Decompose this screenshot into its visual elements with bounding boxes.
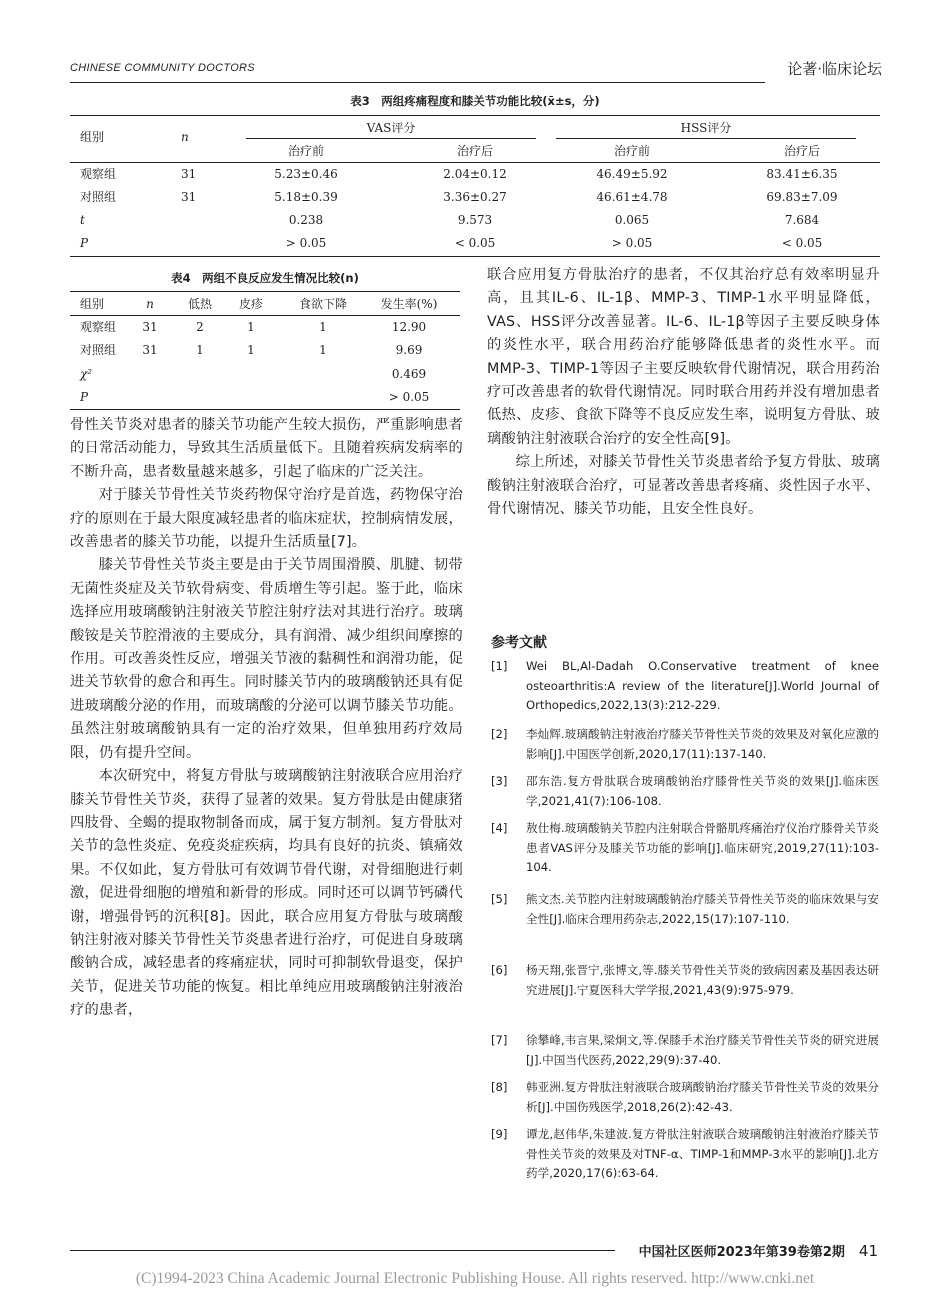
table3-cell-group: 观察组: [80, 167, 117, 181]
body-paragraph: 本次研究中，将复方骨肽与玻璃酸钠注射液联合应用治疗膝关节骨性关节炎，获得了显著的效果。复方骨肽是由健康猪四肢骨、全蝎的提取物制备而成，属于复方制剂。复方骨肽对关节的急性炎症、免疫炎症疾病，均具有良好的抗炎、镇痛效果。不仅如此，复方骨肽可有效调节骨代谢，对骨细胞进行刺激，促进骨细胞的增殖和新骨的形成。同时还可以调节钙磷代谢，增强骨钙的沉积[8]。因此，联合应用复方骨肽与玻璃酸钠注射液对膝关节骨性关节炎患者进行治疗，可促进自身玻璃酸钠合成，减轻患者的疼痛症状，同时可抑制软骨退变，保护关节，促进关节功能的恢复。相比单纯应用玻璃酸钠注射液治疗的患者，: [70, 768, 463, 1019]
table4-cell-appetite: 1: [319, 320, 327, 334]
table4-cell-group: χ²: [80, 367, 93, 381]
reference-item: [491, 819, 879, 878]
table4-bottom-rule: [70, 409, 460, 410]
reference-number: [8]: [491, 1080, 508, 1094]
table3-cell-vas-after: 9.573: [457, 213, 493, 227]
table4-cell-rash: 1: [247, 343, 255, 357]
table3-cell-hss-after: 69.83±7.09: [766, 190, 838, 204]
table3-header-vas: VAS评分: [366, 121, 416, 135]
reference-item: [491, 1031, 879, 1070]
table3-cell-hss-after: 7.684: [784, 213, 820, 227]
table3-cell-group: P: [80, 236, 89, 250]
reference-text: 熊文杰.关节腔内注射玻璃酸钠治疗膝关节骨性关节炎的临床效果与安全性[J].临床合理用药杂志,2022,15(17):107-110.: [526, 892, 879, 926]
table4-cell-n: 31: [142, 343, 158, 357]
reference-number: [2]: [491, 727, 508, 741]
table4-cell-appetite: 1: [319, 343, 327, 357]
reference-number: [3]: [491, 774, 508, 788]
reference-number: [7]: [491, 1033, 508, 1047]
body-paragraph: 对于膝关节骨性关节炎药物保守治疗是首选，药物保守治疗的原则在于最大限度减轻患者的临床症状，控制病情发展，改善患者的膝关节功能，以提升生活质量[7]。: [70, 487, 463, 551]
table4-header-appetite: 食欲下降: [298, 297, 347, 311]
table4-cell-rate: 9.69: [395, 343, 423, 357]
reference-text: 敖仕梅.玻璃酸钠关节腔内注射联合骨骼肌疼痛治疗仪治疗膝骨关节炎患者VAS评分及膝关节功能的影响[J].临床研究,2019,27(11):103-104.: [526, 821, 879, 875]
reference-number: [6]: [491, 963, 508, 977]
reference-item: [491, 725, 879, 764]
table4-cell-group: 观察组: [80, 320, 117, 334]
reference-number: [5]: [491, 892, 508, 906]
table3-cell-hss-before: 46.61±4.78: [596, 190, 668, 204]
reference-text: 邵东浩.复方骨肽联合玻璃酸钠治疗膝骨性关节炎的效果[J].临床医学,2021,41(7):106-108.: [526, 774, 879, 808]
table3-header-vas-after: 治疗后: [456, 144, 493, 158]
table4-cell-rate: 0.469: [391, 367, 427, 381]
reference-item: [491, 1125, 879, 1184]
table4-cell-rash: 1: [247, 320, 255, 334]
table3-cell-hss-before: > 0.05: [611, 236, 653, 250]
table3-header-vas-before: 治疗前: [287, 144, 324, 158]
reference-text: 杨天翔,张晋宁,张博文,等.膝关节骨性关节炎的致病因素及基因表达研究进展[J].宁夏医科大学学报,2021,43(9):975-979.: [526, 963, 879, 997]
body-paragraph: 综上所述，对膝关节骨性关节炎患者给予复方骨肽、玻璃酸钠注射液联合治疗，可显著改善患者疼痛、炎性因子水平、骨代谢情况、膝关节功能，且安全性良好。: [487, 454, 880, 518]
table3-mid-rule: [70, 162, 880, 163]
table3-header-n: n: [181, 130, 189, 144]
table3-header-hss-after: 治疗后: [783, 144, 820, 158]
table3-cell-hss-before: 0.065: [614, 213, 650, 227]
table4-header-rate: 发生率(%): [380, 297, 438, 311]
table3-cell-vas-before: 5.23±0.46: [274, 167, 338, 181]
table4-cell-group: P: [80, 390, 89, 404]
reference-number: [1]: [491, 659, 508, 673]
table3-header-group: 组别: [80, 130, 105, 144]
reference-text: 徐攀峰,韦言果,梁炯文,等.保膝手术治疗膝关节骨性关节炎的研究进展[J].中国当代医药,2022,29(9):37-40.: [526, 1033, 879, 1067]
footer: [639, 1241, 878, 1260]
journal-name-header: CHINESE COMMUNITY DOCTORS: [70, 62, 255, 74]
table4-cell-fever: 1: [196, 343, 204, 357]
references-heading: 参考文献: [491, 635, 547, 651]
table3-cell-vas-after: 2.04±0.12: [443, 167, 507, 181]
table3-header-hss: HSS评分: [680, 121, 732, 135]
table4-caption: 表4 两组不良反应发生情况比较(n): [171, 271, 359, 285]
reference-item: [491, 772, 879, 811]
body-paragraph: 联合应用复方骨肽治疗的患者，不仅其治疗总有效率明显升高，且其IL-6、IL-1β、MMP-3、TIMP-1水平明显降低，VAS、HSS评分改善显著。IL-6、IL-1β等因子主要反映身体的炎性水平，联合用药治疗能够降低患者的炎性水平。而MMP-3、TIMP-1等因子主要反映软骨代谢情况，联合用药治疗可改善患者的软骨代谢情况。同时联合用药并没有增加患者低热、皮疹、食欲下降等不良反应发生率，说明复方骨肽、玻璃酸钠注射液联合治疗的安全性高[9]。: [487, 267, 880, 447]
reference-text: 谭龙,赵伟华,朱建波.复方骨肽注射液联合玻璃酸钠注射液治疗膝关节骨性关节炎的效果及对TNF-α、TIMP-1和MMP-3水平的影响[J].北方药学,2020,17(6):63-64.: [526, 1127, 879, 1181]
table4-mid-rule: [70, 315, 460, 316]
reference-number: [4]: [491, 821, 508, 835]
right-column-body: [487, 264, 880, 521]
reference-text: 李灿辉.玻璃酸钠注射液治疗膝关节骨性关节炎的效果及对氧化应激的影响[J].中国医学创新,2020,17(11):137-140.: [526, 727, 879, 761]
table4-header-fever: 低热: [187, 297, 212, 311]
table3-caption: 表3 两组疼痛程度和膝关节功能比较(x̄±s，分): [350, 94, 600, 108]
reference-text: 韩亚洲.复方骨肽注射液联合玻璃酸钠治疗膝关节骨性关节炎的效果分析[J].中国伤残医学,2018,26(2):42-43.: [526, 1080, 879, 1114]
table3-cell-vas-before: > 0.05: [285, 236, 327, 250]
table4-cell-fever: 2: [196, 320, 204, 334]
table3-hss-rule: [556, 138, 856, 139]
table3-cell-vas-after: < 0.05: [454, 236, 496, 250]
left-column-body: [70, 414, 463, 1023]
table4-cell-n: 31: [142, 320, 158, 334]
table4-top-rule: [70, 291, 460, 292]
footer-rule: [70, 1250, 615, 1251]
reference-item: [491, 961, 879, 1000]
reference-item: [491, 890, 879, 929]
table4-header-rash: 皮疹: [238, 297, 263, 311]
reference-item: [491, 1078, 879, 1117]
table3-cell-hss-after: < 0.05: [781, 236, 823, 250]
header-rule: [70, 82, 765, 83]
body-paragraph: 骨性关节炎对患者的膝关节功能产生较大损伤，严重影响患者的日常活动能力，导致其生活质量低下。且随着疾病发病率的不断升高，患者数量越来越多，引起了临床的广泛关注。: [70, 417, 463, 480]
table4-cell-rate: > 0.05: [388, 390, 430, 404]
table3-cell-vas-before: 5.18±0.39: [274, 190, 338, 204]
table3-cell-vas-after: 3.36±0.27: [443, 190, 507, 204]
section-title: 论著·临床论坛: [787, 60, 882, 78]
table4-header-group: 组别: [80, 297, 105, 311]
table4-header-n: n: [146, 297, 154, 311]
page-number: 41: [858, 1242, 878, 1260]
table3-cell-group: 对照组: [80, 190, 117, 204]
table3-cell-hss-before: 46.49±5.92: [596, 167, 668, 181]
table3-cell-n: 31: [181, 167, 197, 181]
table3-top-rule: [70, 115, 880, 116]
table3-cell-hss-after: 83.41±6.35: [766, 167, 838, 181]
copyright-notice: (C)1994-2023 China Academic Journal Electronic Publishing House. All rights reserved. http://www.cnki.net: [135, 1270, 815, 1287]
footer-journal-issue: 中国社区医师2023年第39卷第2期: [638, 1245, 845, 1260]
table3-cell-n: 31: [181, 190, 197, 204]
table4-cell-group: 对照组: [80, 343, 117, 357]
table3-cell-vas-before: 0.238: [288, 213, 324, 227]
body-paragraph: 膝关节骨性关节炎主要是由于关节周围滑膜、肌腱、韧带无菌性炎症及关节软骨病变、骨质增生等引起。鉴于此，临床选择应用玻璃酸钠注射液关节腔注射疗法对其进行治疗。玻璃酸铵是关节腔滑液的主要成分，具有润滑、减少组织间摩擦的作用。可改善炎性反应，增强关节液的黏稠性和润滑功能，促进关节软骨的愈合和再生。同时膝关节内的玻璃酸钠还具有促进玻璃酸分泌的作用，而玻璃酸的分泌可以调节膝关节功能。虽然注射玻璃酸钠具有一定的治疗效果，但单独用药疗效局限，仍有提升空间。: [70, 557, 463, 761]
table3-bottom-rule: [70, 256, 880, 257]
reference-text: Wei BL,Al-Dadah O.Conservative treatment of knee osteoarthritis:A review of the literature[J].World Journal of Orthopedics,2022,13(3):212-229.: [526, 659, 879, 713]
reference-number: [9]: [491, 1127, 508, 1141]
table3-header-hss-before: 治疗前: [613, 144, 650, 158]
table4-cell-rate: 12.90: [391, 320, 427, 334]
table3-cell-group: t: [80, 213, 85, 227]
table3-vas-rule: [246, 138, 536, 139]
reference-item: [491, 657, 879, 716]
